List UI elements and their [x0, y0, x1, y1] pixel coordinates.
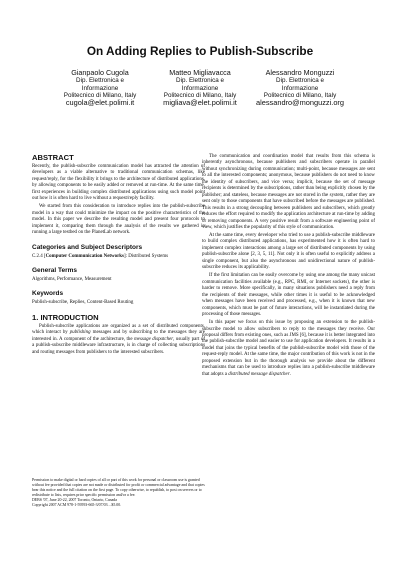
author-affiliation-line: Politecnico di Milano, Italy — [263, 92, 337, 100]
categories-code: C.2.4 [ — [32, 253, 46, 259]
intro-text: messages and by subscribing to the messages they are interested in. A component of the architecture, the — [32, 330, 206, 342]
abstract-heading: ABSTRACT — [32, 153, 74, 162]
body-paragraph — [202, 320, 375, 378]
abstract-paragraph: Recently, the publish-subscribe communication model has attracted the attention of developers as a viable alternative to traditional communication schemas, like request/reply, for the flexibility it brings to the architecture of distributed applications, by allowing components to be easily added or removed at run-time. At the same time, first experiences in building complex distributed applications using such model point out how it is often hard to live without a request/reply facility. — [32, 164, 205, 202]
intro-text: Publish-subscribe applications are organized as a set of distributed components, which interact by — [32, 323, 205, 336]
categories-bold: Computer Communication Networks — [45, 253, 124, 259]
author-name: Matteo Migliavacca — [169, 68, 231, 77]
categories-rest: ]: Distributed Systems — [123, 253, 169, 259]
permission-copyright: Copyright 2007 ACM 978-1-59593-665-3/07/03 ...$5.00. — [32, 502, 122, 507]
body-text: In this paper we focus on this issue by proposing an extension to the publish-subscribe model to allow subscribers to reply to the messages they receive. Our proposal differs from existing ones, such as JMS [6], because it is better integrated into the publish-subscribe model and easier to use for application developers. It results in a model that joins the typical benefits of the publish-subscribe model with those of the request-reply model. At the same time, the major contribution of this work is not in the proposed extension but in the thorough analysis we provide about the different mechanisms that can be used to introduce replies into a publish-subscribe middleware that adopts a — [202, 320, 375, 377]
body-italic: distributed message dispatcher — [228, 371, 290, 377]
keywords-heading: Keywords — [32, 290, 64, 298]
permission-text: Permission to make digital or hard copies of all or part of this work for personal or classroom use is granted without fee provided that copies are not made or distributed for profit or commercial advantage and that copies bear this notice and the full citation on the first page. To copy otherwise, to republish, to post on servers or to redistribute to lists, requires prior specific permission and/or a fee. — [32, 478, 205, 497]
body-paragraph: At the same time, every developer who tried to use a publish-subscribe middleware to build complex distributed applications, has experimented how it is often hard to implement complex interactions among a large set of distributed components by using publish-subscribe alone [2, 3, 5, 11]. Not only it is often useful to explicitly address a single component, but also the asynchronous and unidirectional nature of publish-subscribe reduces its applicability. — [202, 233, 375, 271]
left-column — [32, 154, 205, 358]
author-affiliation-line: Informazione — [181, 84, 219, 92]
paper-title: On Adding Replies to Publish-Subscribe — [86, 44, 314, 58]
author-affiliation-line: Politecnico di Milano, Italy — [163, 92, 237, 100]
intro-italic: publishing — [69, 330, 91, 336]
author-affiliation-line: Dip. Elettronica e — [276, 77, 324, 85]
categories-heading: Categories and Subject Descriptors — [32, 243, 143, 251]
author-email: cugola@elet.polimi.it — [65, 98, 135, 108]
intro-italic: message dispatcher — [134, 336, 174, 342]
author-affiliation-line: Dip. Elettronica e — [176, 77, 224, 85]
permission-venue: DEBS '07, June 20-22, 2007 Toronto, Ontario, Canada — [32, 497, 117, 502]
introduction-paragraph — [32, 324, 205, 356]
author-name: Alessandro Monguzzi — [265, 68, 335, 77]
permission-notice — [32, 478, 205, 507]
intro-text: , usually part of a publish-subscribe middleware infrastructure, is in charge of collecting subscriptions and routing messages from publishers to the interested subscribers. — [32, 336, 205, 355]
author-affiliation-line: Informazione — [81, 84, 119, 92]
general-terms-heading: General Terms — [32, 267, 78, 275]
author-block-3 — [239, 69, 361, 108]
author-email: migliava@elet.polimi.it — [163, 98, 237, 108]
author-name: Gianpaolo Cugola — [71, 68, 129, 77]
keywords-text: Publish-subscribe, Replies, Content-Based Routing — [32, 300, 134, 306]
introduction-heading: 1. INTRODUCTION — [32, 312, 99, 322]
categories-text — [32, 254, 205, 260]
author-affiliation-line: Dip. Elettronica e — [76, 77, 124, 85]
right-column — [202, 154, 375, 380]
body-paragraph: If the first limitation can be easily overcome by using one among the many unicast communication facilities available (e.g., RPC, RMI, or Internet sockets), the other is harder to remove. More specifically, in many situations publishers need a reply from the recipients of their messages, while other times it is useful to be acknowledged when messages have been received and processed, e.g., when it is known that new components, which must be part of future interactions, will be instantiated during the processing of those messages. — [202, 273, 375, 318]
author-affiliation-line: Informazione — [281, 84, 319, 92]
abstract-paragraph: We started from this consideration to introduce replies into the publish-subscribe model in a way that could minimize the impact on the positive characteristics of the model. In this paper we describe the resulting model and present four protocols to implement it, comparing them through the analysis of the results we gathered in running a large testbed on the PlanetLab network. — [32, 204, 205, 236]
author-email: alessandro@monguzzi.org — [255, 98, 345, 108]
author-affiliation-line: Politecnico di Milano, Italy — [63, 92, 137, 100]
general-terms-text: Algorithms, Performance, Measurement — [32, 277, 112, 283]
body-paragraph: The communication and coordination model that results from this schema is inherently asynchronous, because publishers and subscribers operate in parallel without synchronizing during communication; multi-point, because messages are sent to all the interested components; anonymous, because publishers do not need to know the identity of subscribers, and vice versa; implicit, because the set of message recipients is determined by the subscriptions, rather than being explicitly chosen by the publisher; and stateless, because messages are not stored in the system, rather they are sent only to those components that have subscribed before the messages are published. This results in a strong decoupling between publishers and subscribers, which greatly reduces the effort required to modify the application architecture at run-time by adding or removing components. A very positive result from a software engineering point of view, which justifies the popularity of this style of communication. — [202, 154, 375, 230]
body-text: . — [289, 371, 291, 377]
